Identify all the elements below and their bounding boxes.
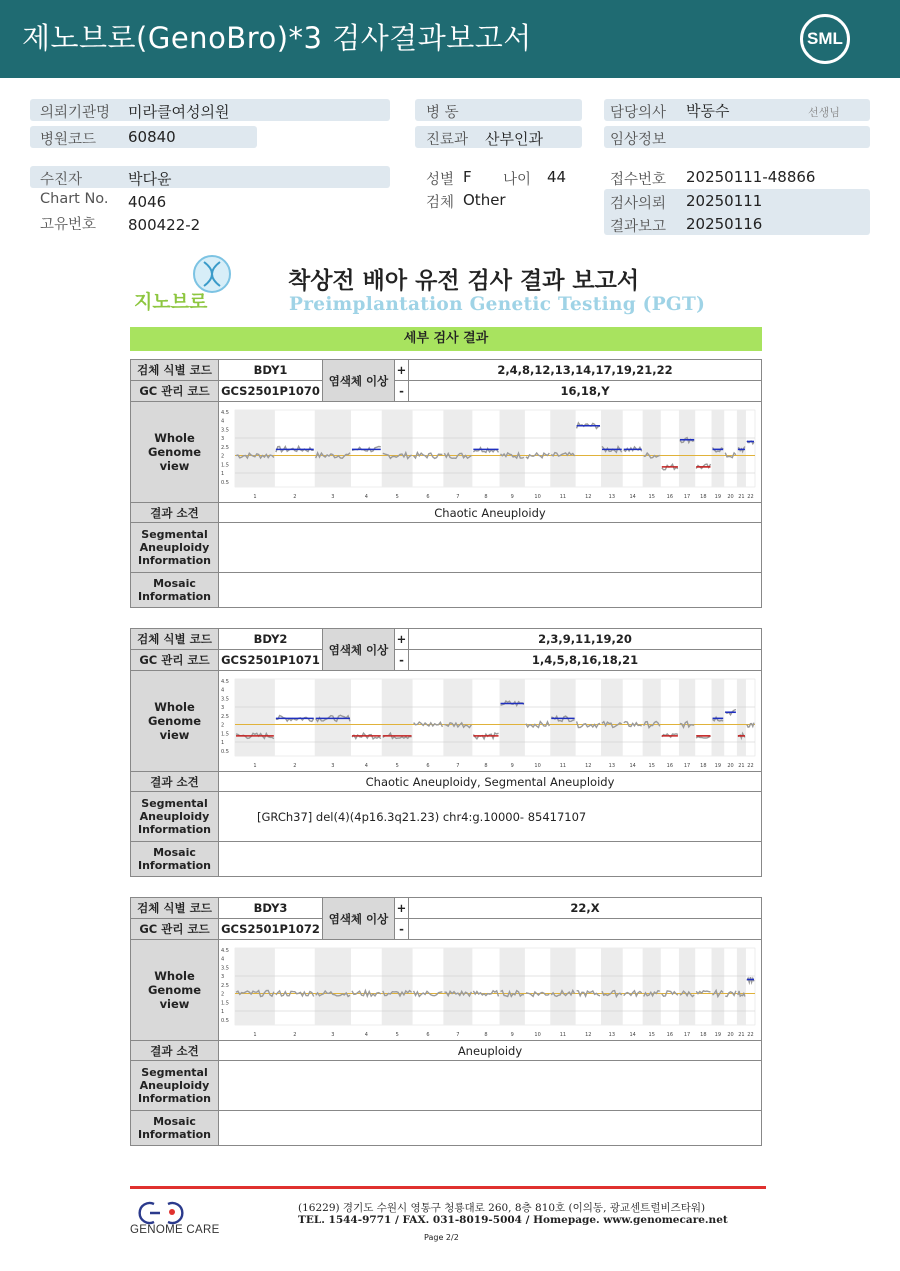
genobro-logo-text: 지노브로 bbox=[134, 291, 208, 313]
name-value: 박다윤 bbox=[128, 170, 172, 188]
y-tick-label: 2.5 bbox=[221, 982, 229, 989]
wgv-cell bbox=[219, 402, 762, 503]
chromosome-band bbox=[500, 679, 525, 756]
x-tick-label: 4 bbox=[364, 762, 368, 769]
chromosome-band bbox=[601, 948, 623, 1025]
y-tick-label: 0.5 bbox=[221, 1017, 229, 1024]
x-tick-label: 12 bbox=[585, 1031, 592, 1038]
x-tick-label: 9 bbox=[510, 1031, 514, 1038]
chromosome-band bbox=[315, 410, 351, 487]
x-tick-label: 17 bbox=[683, 1031, 691, 1038]
chromosome-band bbox=[500, 410, 525, 487]
x-tick-label: 20 bbox=[727, 1031, 734, 1038]
x-tick-label: 17 bbox=[683, 762, 691, 769]
x-tick-label: 5 bbox=[395, 762, 399, 769]
x-tick-label: 13 bbox=[608, 762, 616, 769]
x-tick-label: 7 bbox=[456, 493, 460, 500]
sample-block bbox=[130, 359, 762, 608]
y-tick-label: 4.5 bbox=[221, 409, 229, 416]
x-tick-label: 11 bbox=[559, 493, 567, 500]
genome-plot-svg bbox=[219, 403, 763, 502]
minus-sign: - bbox=[395, 381, 409, 402]
chromosome-band bbox=[235, 948, 275, 1025]
plot-area bbox=[235, 948, 755, 1025]
x-tick-label: 1 bbox=[253, 762, 257, 769]
x-tick-label: 14 bbox=[629, 1031, 636, 1038]
loss-list bbox=[409, 919, 762, 940]
x-tick-label: 15 bbox=[648, 762, 655, 769]
genome-plot bbox=[219, 672, 761, 771]
y-tick-label: 2 bbox=[221, 722, 225, 728]
report-title: 제노브로(GenoBro)*3 검사결과보고서 bbox=[22, 21, 532, 55]
x-tick-label: 19 bbox=[714, 1031, 722, 1038]
chromosome-band bbox=[737, 679, 746, 756]
y-tick-label: 1 bbox=[221, 739, 225, 746]
y-tick-label: 3.5 bbox=[221, 964, 229, 971]
x-tick-label: 12 bbox=[585, 493, 592, 500]
chrom-abn-label: 염색체 이상 bbox=[323, 360, 395, 402]
chromosome-band bbox=[679, 948, 695, 1025]
report-label: 결과보고 bbox=[610, 219, 667, 235]
chromosome-band bbox=[643, 948, 661, 1025]
x-tick-label: 18 bbox=[700, 493, 707, 500]
x-tick-label: 5 bbox=[395, 1031, 399, 1038]
receipt-value: 20250111-48866 bbox=[686, 168, 816, 186]
mosaic-label: Mosaic Information bbox=[131, 1111, 219, 1146]
loss-list: 16,18,Y bbox=[409, 381, 762, 402]
wgv-cell bbox=[219, 940, 762, 1041]
chromosome-band bbox=[712, 948, 725, 1025]
gain-list: 2,4,8,12,13,14,17,19,21,22 bbox=[409, 360, 762, 381]
x-tick-label: 18 bbox=[700, 1031, 707, 1038]
name-label: 수진자 bbox=[40, 172, 83, 188]
y-tick-label: 0.5 bbox=[221, 748, 229, 755]
y-tick-label: 3 bbox=[221, 435, 225, 442]
x-tick-label: 2 bbox=[293, 762, 297, 769]
x-tick-label: 12 bbox=[585, 762, 592, 769]
segmental-value bbox=[219, 1061, 762, 1111]
x-tick-label: 6 bbox=[426, 1031, 430, 1038]
footer-line bbox=[130, 1186, 766, 1189]
mosaic-label: Mosaic Information bbox=[131, 842, 219, 877]
x-tick-label: 19 bbox=[714, 493, 722, 500]
y-tick-label: 0.5 bbox=[221, 479, 229, 486]
x-tick-label: 6 bbox=[426, 493, 430, 500]
y-tick-label: 1 bbox=[221, 470, 225, 477]
x-tick-label: 18 bbox=[700, 762, 707, 769]
x-tick-label: 10 bbox=[534, 762, 541, 769]
x-tick-label: 15 bbox=[648, 493, 655, 500]
chromosome-band bbox=[737, 948, 746, 1025]
chromosome-band bbox=[550, 410, 575, 487]
plus-sign: + bbox=[395, 629, 409, 650]
segmental-label: Segmental Aneuploidy Information bbox=[131, 523, 219, 573]
footer-address: (16229) 경기도 수원시 영통구 청룡대로 260, 8층 810호 (이의동, 광교센트럴비즈타워) bbox=[298, 1202, 706, 1214]
genome-plot bbox=[219, 403, 761, 502]
chromosome-band bbox=[315, 948, 351, 1025]
chromosome-band bbox=[643, 410, 661, 487]
x-tick-label: 7 bbox=[456, 762, 460, 769]
chromosome-band bbox=[443, 410, 472, 487]
doctor-label: 담당의사 bbox=[610, 105, 667, 121]
sample-table bbox=[130, 628, 762, 877]
gc-code-label: GC 관리 코드 bbox=[131, 650, 219, 671]
x-tick-label: 8 bbox=[484, 1031, 488, 1038]
chromosome-band bbox=[679, 410, 695, 487]
result-value: Aneuploidy bbox=[219, 1041, 762, 1061]
plot-area bbox=[235, 410, 755, 487]
x-tick-label: 14 bbox=[629, 762, 636, 769]
x-tick-label: 5 bbox=[395, 493, 399, 500]
inst-label: 의뢰기관명 bbox=[40, 105, 111, 121]
x-tick-label: 4 bbox=[364, 1031, 368, 1038]
x-tick-label: 11 bbox=[559, 1031, 567, 1038]
ward-label: 병 동 bbox=[426, 105, 459, 121]
plot-area bbox=[235, 679, 755, 756]
x-tick-label: 13 bbox=[608, 1031, 616, 1038]
doctor-value: 박동수 bbox=[686, 102, 730, 120]
segmental-label: Segmental Aneuploidy Information bbox=[131, 1061, 219, 1111]
chromosome-band bbox=[382, 679, 413, 756]
specimen-label: 검체 bbox=[426, 195, 455, 211]
uid-label: 고유번호 bbox=[40, 217, 97, 233]
gc-code: GCS2501P1072 bbox=[219, 919, 323, 940]
x-tick-label: 22 bbox=[747, 493, 754, 500]
y-tick-label: 4 bbox=[221, 687, 225, 693]
sample-id: BDY1 bbox=[219, 360, 323, 381]
x-tick-label: 15 bbox=[648, 1031, 655, 1038]
x-tick-label: 7 bbox=[456, 1031, 460, 1038]
footer-contact: TEL. 1544-9771 / FAX. 031-8019-5004 / Homepage. www.genomecare.net bbox=[298, 1214, 728, 1226]
receipt-label: 접수번호 bbox=[610, 172, 667, 188]
chromosome-band bbox=[712, 679, 725, 756]
x-tick-label: 13 bbox=[608, 493, 616, 500]
genome-plot-svg bbox=[219, 672, 763, 771]
x-tick-label: 3 bbox=[331, 1031, 335, 1038]
chromosome-band bbox=[550, 948, 575, 1025]
mosaic-value bbox=[219, 842, 762, 877]
wgv-cell bbox=[219, 671, 762, 772]
x-tick-label: 20 bbox=[727, 762, 734, 769]
y-tick-label: 2.5 bbox=[221, 713, 229, 720]
x-tick-label: 17 bbox=[683, 493, 691, 500]
gc-code: GCS2501P1071 bbox=[219, 650, 323, 671]
specimen-value: Other bbox=[463, 191, 506, 209]
request-value: 20250111 bbox=[686, 192, 763, 210]
x-tick-label: 20 bbox=[727, 493, 734, 500]
x-tick-label: 10 bbox=[534, 1031, 541, 1038]
sample-id-label: 검체 식별 코드 bbox=[131, 629, 219, 650]
result-label: 결과 소견 bbox=[131, 1041, 219, 1061]
chromosome-band bbox=[235, 679, 275, 756]
result-label: 결과 소견 bbox=[131, 503, 219, 523]
y-tick-label: 3 bbox=[221, 973, 225, 980]
chromosome-band bbox=[601, 679, 623, 756]
y-tick-label: 2.5 bbox=[221, 444, 229, 451]
chromosome-band bbox=[643, 679, 661, 756]
y-tick-label: 1.5 bbox=[221, 461, 229, 468]
gc-code-label: GC 관리 코드 bbox=[131, 381, 219, 402]
pill-patient bbox=[30, 166, 390, 188]
x-tick-label: 6 bbox=[426, 762, 430, 769]
report-value: 20250116 bbox=[686, 215, 763, 233]
chromosome-band bbox=[235, 410, 275, 487]
segmental-value: [GRCh37] del(4)(4p16.3q21.23) chr4:g.10000- 85417107 bbox=[219, 792, 762, 842]
x-tick-label: 2 bbox=[293, 493, 297, 500]
mosaic-value bbox=[219, 1111, 762, 1146]
x-tick-label: 3 bbox=[331, 762, 335, 769]
gain-list: 2,3,9,11,19,20 bbox=[409, 629, 762, 650]
uid-value: 800422-2 bbox=[128, 216, 201, 234]
y-tick-label: 1 bbox=[221, 1008, 225, 1015]
mosaic-label: Mosaic Information bbox=[131, 573, 219, 608]
result-label: 결과 소견 bbox=[131, 772, 219, 792]
chrom-abn-label: 염색체 이상 bbox=[323, 629, 395, 671]
x-tick-label: 19 bbox=[714, 762, 722, 769]
gain-list: 22,X bbox=[409, 898, 762, 919]
y-tick-label: 4 bbox=[221, 956, 225, 962]
sample-block bbox=[130, 897, 762, 1146]
sample-id-label: 검체 식별 코드 bbox=[131, 898, 219, 919]
wgv-label: Whole Genome view bbox=[131, 940, 219, 1041]
code-label: 병원코드 bbox=[40, 132, 97, 148]
dept-label: 진료과 bbox=[426, 132, 469, 148]
x-tick-label: 2 bbox=[293, 1031, 297, 1038]
gc-code-label: GC 관리 코드 bbox=[131, 919, 219, 940]
x-tick-label: 8 bbox=[484, 493, 488, 500]
x-tick-label: 16 bbox=[666, 493, 674, 500]
chromosome-band bbox=[500, 948, 525, 1025]
chromosome-band bbox=[679, 679, 695, 756]
sex-value: F bbox=[463, 168, 472, 186]
request-label: 검사의뢰 bbox=[610, 196, 667, 212]
page-number: Page 2/2 bbox=[424, 1233, 459, 1242]
sample-table bbox=[130, 359, 762, 608]
result-value: Chaotic Aneuploidy, Segmental Aneuploidy bbox=[219, 772, 762, 792]
x-tick-label: 9 bbox=[510, 762, 514, 769]
x-tick-label: 3 bbox=[331, 493, 335, 500]
mosaic-value bbox=[219, 573, 762, 608]
section-header: 세부 검사 결과 bbox=[130, 327, 762, 351]
code-value: 60840 bbox=[128, 128, 176, 146]
minus-sign: - bbox=[395, 650, 409, 671]
x-tick-label: 21 bbox=[738, 762, 745, 769]
loss-list: 1,4,5,8,16,18,21 bbox=[409, 650, 762, 671]
report-title-ko: 착상전 배아 유전 검사 결과 보고서 bbox=[288, 268, 640, 294]
x-tick-label: 4 bbox=[364, 493, 368, 500]
x-tick-label: 11 bbox=[559, 762, 567, 769]
y-tick-label: 3.5 bbox=[221, 426, 229, 433]
x-tick-label: 22 bbox=[747, 762, 754, 769]
x-tick-label: 16 bbox=[666, 1031, 674, 1038]
y-tick-label: 4 bbox=[221, 418, 225, 424]
y-tick-label: 3 bbox=[221, 704, 225, 711]
doctor-suffix: 선생님 bbox=[808, 106, 840, 119]
company-name: GENOME CARE bbox=[130, 1224, 220, 1236]
chart-label: Chart No. bbox=[40, 191, 109, 207]
sample-id-label: 검체 식별 코드 bbox=[131, 360, 219, 381]
x-tick-label: 8 bbox=[484, 762, 488, 769]
x-tick-label: 1 bbox=[253, 1031, 257, 1038]
segmental-value bbox=[219, 523, 762, 573]
y-tick-label: 1.5 bbox=[221, 999, 229, 1006]
chromosome-band bbox=[443, 948, 472, 1025]
x-tick-label: 16 bbox=[666, 762, 674, 769]
plus-sign: + bbox=[395, 360, 409, 381]
chrom-abn-label: 염색체 이상 bbox=[323, 898, 395, 940]
inst-value: 미라클여성의원 bbox=[128, 103, 230, 121]
x-tick-label: 14 bbox=[629, 493, 636, 500]
sample-id: BDY3 bbox=[219, 898, 323, 919]
y-tick-label: 2 bbox=[221, 991, 225, 997]
x-tick-label: 21 bbox=[738, 493, 745, 500]
gc-code: GCS2501P1070 bbox=[219, 381, 323, 402]
y-tick-label: 4.5 bbox=[221, 947, 229, 954]
x-tick-label: 9 bbox=[510, 493, 514, 500]
sample-id: BDY2 bbox=[219, 629, 323, 650]
y-tick-label: 1.5 bbox=[221, 730, 229, 737]
chromosome-band bbox=[382, 410, 413, 487]
chart-value: 4046 bbox=[128, 193, 167, 211]
genome-plot-svg bbox=[219, 941, 763, 1040]
x-tick-label: 22 bbox=[747, 1031, 754, 1038]
segmental-label: Segmental Aneuploidy Information bbox=[131, 792, 219, 842]
sex-label: 성별 bbox=[426, 172, 455, 188]
dept-value: 산부인과 bbox=[485, 130, 543, 148]
x-tick-label: 10 bbox=[534, 493, 541, 500]
chromosome-band bbox=[443, 679, 472, 756]
y-tick-label: 3.5 bbox=[221, 695, 229, 702]
plus-sign: + bbox=[395, 898, 409, 919]
sml-logo: SML bbox=[800, 14, 850, 64]
report-title-en: Preimplantation Genetic Testing (PGT) bbox=[289, 294, 706, 315]
chromosome-band bbox=[382, 948, 413, 1025]
y-tick-label: 4.5 bbox=[221, 678, 229, 685]
wgv-label: Whole Genome view bbox=[131, 402, 219, 503]
x-tick-label: 21 bbox=[738, 1031, 745, 1038]
age-value: 44 bbox=[547, 168, 567, 186]
minus-sign: - bbox=[395, 919, 409, 940]
sample-block bbox=[130, 628, 762, 877]
genome-plot bbox=[219, 941, 761, 1040]
header-bar bbox=[0, 0, 900, 78]
sample-table bbox=[130, 897, 762, 1146]
genobro-logo bbox=[132, 252, 244, 314]
y-tick-label: 2 bbox=[221, 453, 225, 459]
wgv-label: Whole Genome view bbox=[131, 671, 219, 772]
clinical-label: 임상정보 bbox=[610, 132, 667, 148]
age-label: 나이 bbox=[503, 172, 532, 188]
result-value: Chaotic Aneuploidy bbox=[219, 503, 762, 523]
x-tick-label: 1 bbox=[253, 493, 257, 500]
